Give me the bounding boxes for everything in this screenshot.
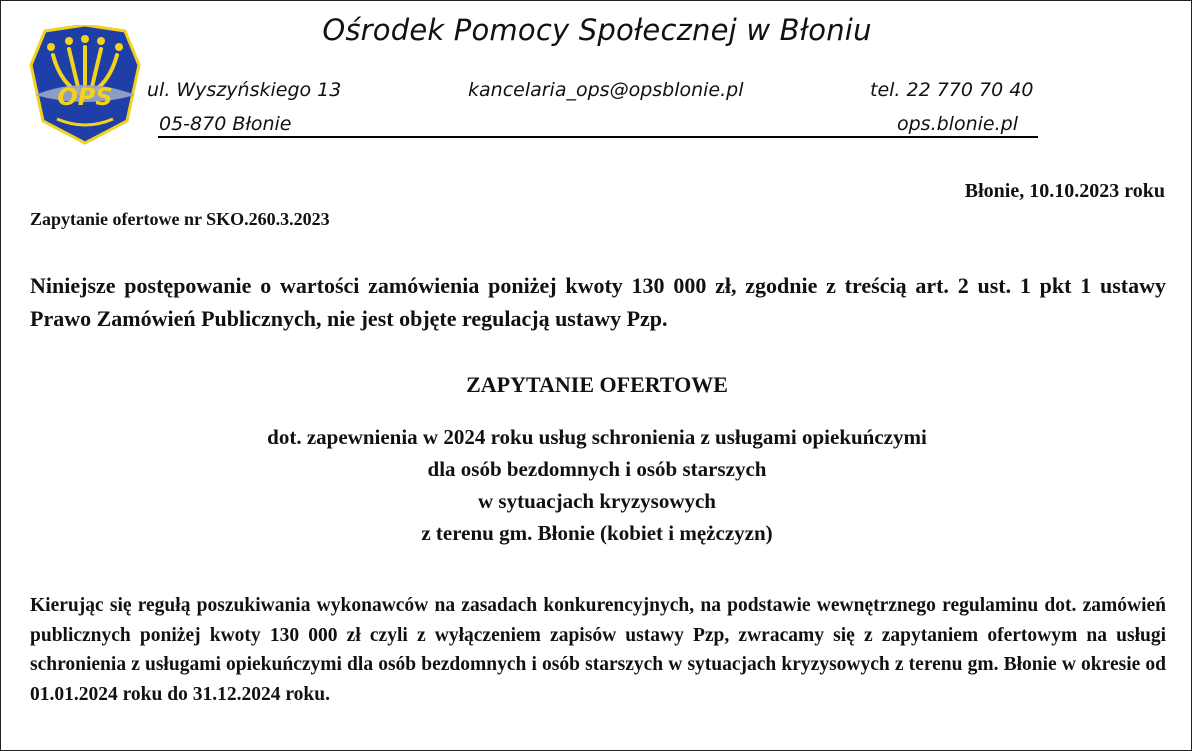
- document-title: ZAPYTANIE OFERTOWE: [466, 372, 728, 397]
- subject-line: z terenu gm. Błonie (kobiet i mężczyzn): [421, 521, 773, 545]
- phone-number: tel. 22 770 70 40: [870, 79, 1034, 101]
- inquiry-subject: [1, 421, 1192, 549]
- street-address: ul. Wyszyńskiego 13: [147, 79, 342, 101]
- subject-line: dot. zapewnienia w 2024 roku usług schronienia z usługami opiekuńczymi: [267, 425, 927, 449]
- organization-name: Ośrodek Pomocy Społecznej w Błoniu: [322, 13, 872, 47]
- subject-line: w sytuacjach kryzysowych: [478, 489, 716, 513]
- inquiry-number: Zapytanie ofertowe nr SKO.260.3.2023: [30, 209, 330, 229]
- header-divider: [158, 136, 1038, 138]
- body-paragraph: Kierując się regułą poszukiwania wykonawców na zasadach konkurencyjnych, na podstawie wewnętrznego regulaminu dot. zamówień publicznych poniżej kwoty 130 000 zł czyli z wyłączeniem zapisów ustawy Pzp, zwracamy się z zapytaniem ofertowym na usługi schronienia z usługami opiekuńczymi dla osób bezdomnych i osób starszych w sytuacjach kryzysowych z terenu gm. Błonie w okresie od 01.01.2024 roku do 31.12.2024 roku.: [30, 595, 1166, 705]
- website-address: ops.blonie.pl: [897, 113, 1018, 135]
- logo-text: OPS: [57, 83, 113, 111]
- document-date: Błonie, 10.10.2023 roku: [964, 180, 1165, 202]
- subject-line: dla osób bezdomnych i osób starszych: [427, 457, 767, 481]
- postal-address: 05-870 Błonie: [159, 113, 292, 135]
- email-address: kancelaria_ops@opsblonie.pl: [468, 79, 744, 101]
- legal-notice: Niniejsze postępowanie o wartości zamówienia poniżej kwoty 130 000 zł, zgodnie z treścią art. 2 ust. 1 pkt 1 ustawy Prawo Zamówień Publicznych, nie jest objęte regulacją ustawy Pzp.: [30, 273, 1166, 331]
